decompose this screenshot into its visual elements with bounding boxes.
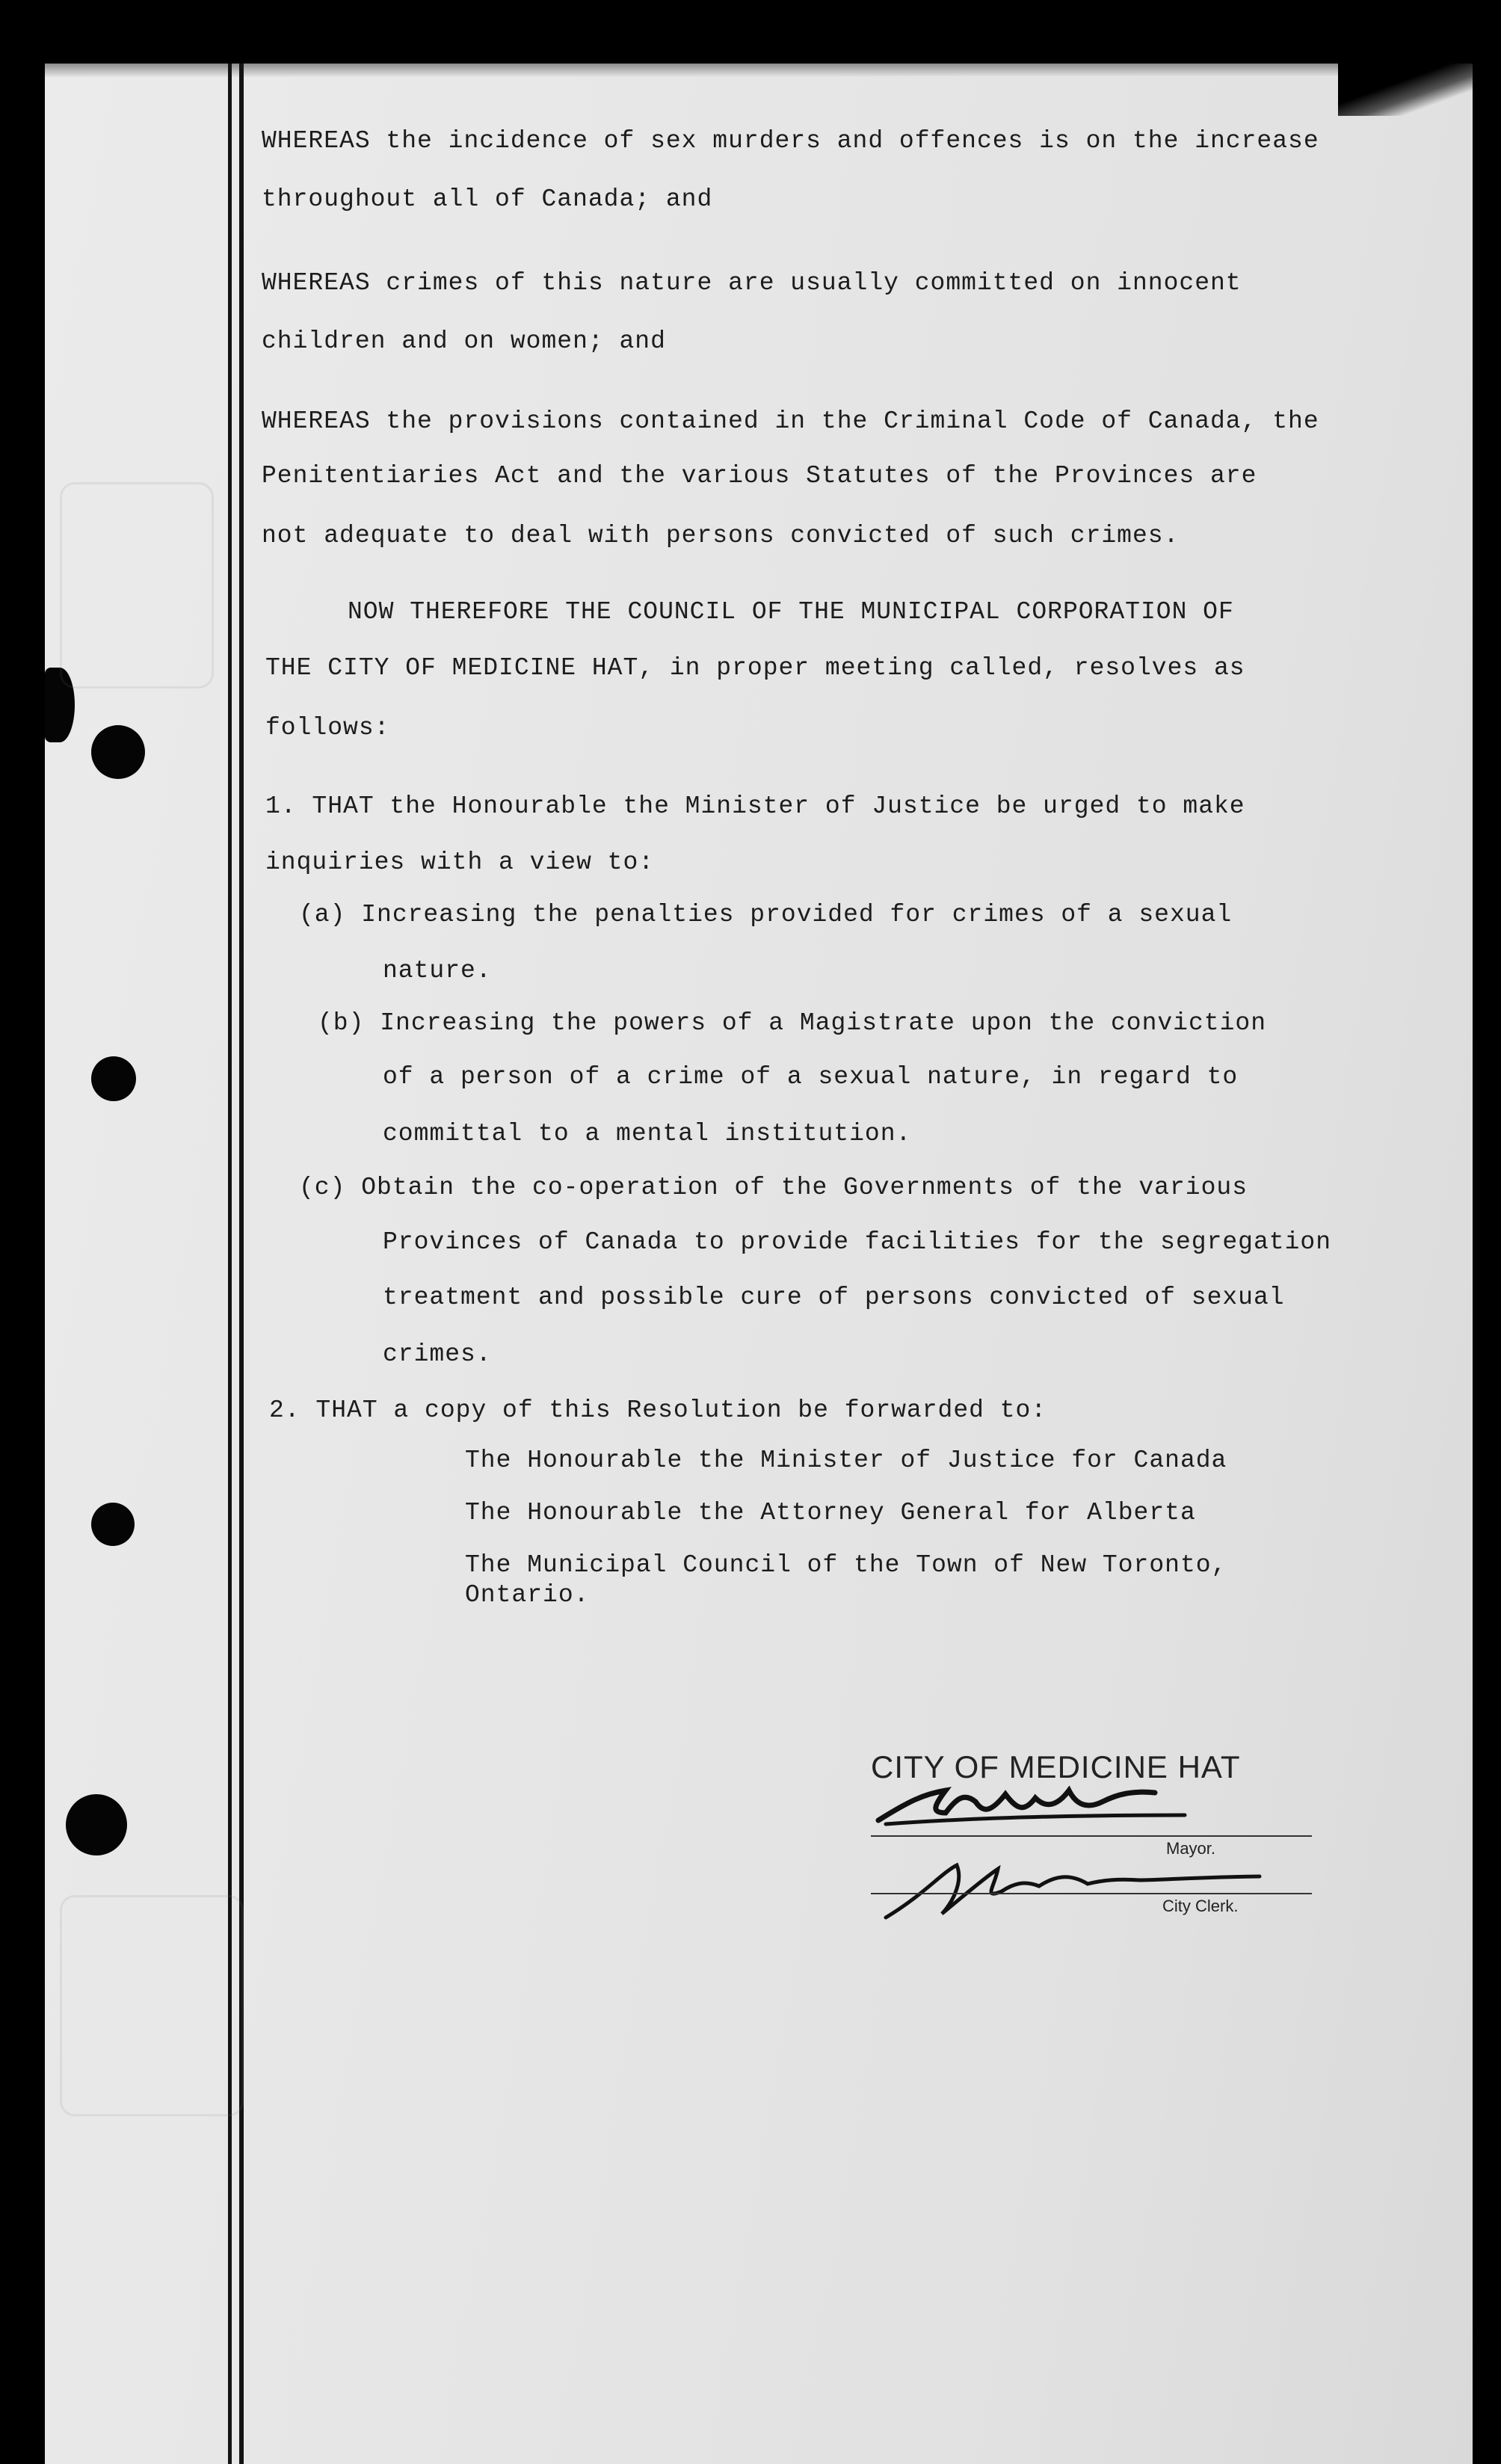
mayor-signature-line: [871, 1835, 1312, 1837]
resolution-intro: THE CITY OF MEDICINE HAT, in proper meeting called, resolves as: [265, 654, 1245, 682]
recipient: The Municipal Council of the Town of New Toronto,: [465, 1551, 1227, 1579]
subitem-b: of a person of a crime of a sexual nature, in regard to: [383, 1063, 1239, 1091]
recipient: The Honourable the Attorney General for Alberta: [465, 1499, 1196, 1527]
city-clerk-label: City Clerk.: [1162, 1897, 1239, 1915]
recital-line: WHEREAS the provisions contained in the Criminal Code of Canada, the: [262, 407, 1319, 435]
subitem-c: (c) Obtain the co-operation of the Governments of the various: [299, 1174, 1248, 1201]
recital-line: WHEREAS the incidence of sex murders and offences is on the increase: [262, 127, 1319, 155]
recipient: Ontario.: [465, 1581, 590, 1609]
resolution-item-2: 2. THAT a copy of this Resolution be forwarded to:: [269, 1396, 1047, 1424]
resolution-item-1: inquiries with a view to:: [265, 848, 655, 876]
subitem-c: treatment and possible cure of persons convicted of sexual: [383, 1284, 1285, 1311]
recital-line: children and on women; and: [262, 327, 666, 355]
recital-line: Penitentiaries Act and the various Statutes of the Provinces are: [262, 462, 1257, 490]
punch-hole: [91, 725, 145, 779]
signature-block: [871, 1749, 1319, 1929]
mayor-label: Mayor.: [1166, 1839, 1216, 1858]
punch-hole: [66, 1794, 127, 1855]
clerk-signature: [871, 1843, 1289, 1932]
mayor-signature: [863, 1772, 1252, 1839]
subitem-b: committal to a mental institution.: [383, 1120, 912, 1148]
recital-line: throughout all of Canada; and: [262, 185, 713, 213]
clerk-signature-line: [871, 1893, 1312, 1894]
page-top-shadow: [45, 64, 1473, 77]
faded-stamp: [60, 1895, 244, 2116]
punch-hole: [91, 1056, 136, 1101]
recipient: The Honourable the Minister of Justice for Canada: [465, 1447, 1227, 1474]
subitem-b: (b) Increasing the powers of a Magistrate upon the conviction: [318, 1009, 1266, 1037]
faded-stamp: [60, 482, 214, 689]
page-corner-curl: [1338, 64, 1473, 116]
subitem-c: Provinces of Canada to provide facilities for the segregation: [383, 1228, 1331, 1256]
subitem-c: crimes.: [383, 1340, 492, 1368]
resolution-item-1: 1. THAT the Honourable the Minister of Justice be urged to make: [265, 792, 1245, 820]
city-name: CITY OF MEDICINE HAT: [871, 1749, 1241, 1784]
recital-line: WHEREAS crimes of this nature are usually committed on innocent: [262, 269, 1242, 297]
resolution-intro: follows:: [265, 714, 390, 742]
subitem-a: (a) Increasing the penalties provided for crimes of a sexual: [299, 901, 1233, 928]
subitem-a: nature.: [383, 957, 492, 985]
resolution-intro: NOW THEREFORE THE COUNCIL OF THE MUNICIPAL CORPORATION OF: [348, 598, 1234, 626]
recital-line: not adequate to deal with persons convicted of such crimes.: [262, 522, 1180, 549]
punch-hole: [91, 1503, 135, 1546]
